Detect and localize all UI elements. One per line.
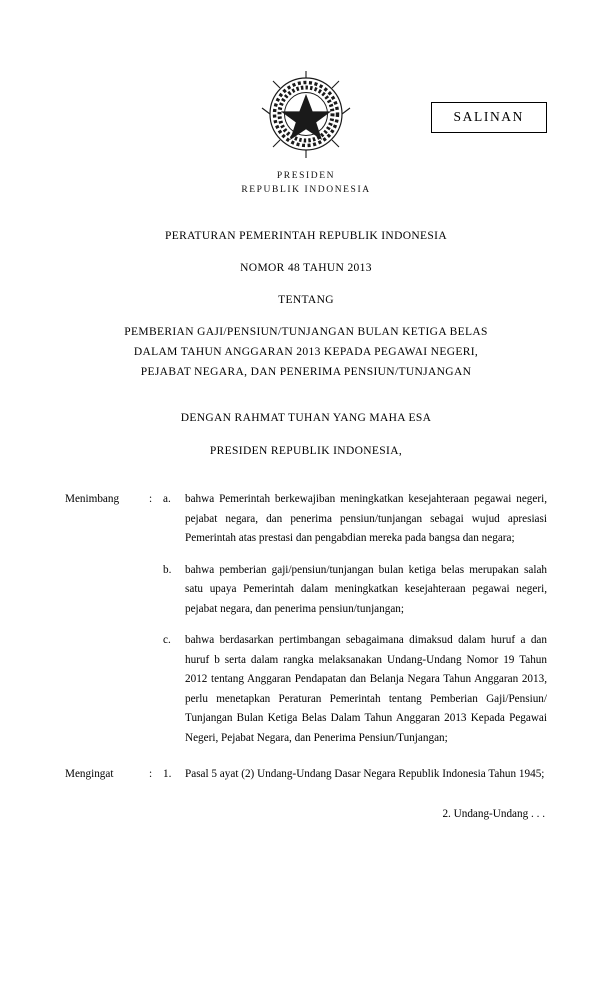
menimbang-item-c bbox=[65, 631, 547, 748]
title-line-3: TENTANG bbox=[278, 294, 334, 306]
mengingat-label: Mengingat bbox=[65, 768, 114, 780]
menimbang-mark-c: c. bbox=[163, 634, 171, 646]
mengingat-item-1 bbox=[65, 765, 547, 785]
invocation-block bbox=[65, 408, 547, 462]
menimbang-item-a bbox=[65, 490, 547, 549]
page-continuation-note: 2. Undang-Undang . . . bbox=[442, 807, 545, 820]
menimbang-text-c: bahwa berdasarkan pertimbangan sebagaimana dimaksud dalam huruf a dan huruf b serta dalam rangka melaksanakan Undang-Undang Nomor 19 Tahun 2012 tentang Anggaran Pendapatan dan Belanja Negara Tahun Anggaran 2013, perlu menetapkan Peraturan Pemerintah tentang Pemberian Gaji/Pensiun/ Tunjangan Bulan Ketiga Belas Dalam Tahun Anggaran 2013 Kepada Pegawai Negeri, Pejabat Negara, dan Penerima Pensiun/Tunjangan; bbox=[185, 634, 547, 744]
document-title-block bbox=[65, 226, 547, 382]
salinan-stamp: SALINAN bbox=[431, 102, 547, 133]
document-header bbox=[65, 60, 547, 195]
invocation-line-2: PRESIDEN REPUBLIK INDONESIA, bbox=[209, 445, 403, 457]
menimbang-text-b: bahwa pemberian gaji/pensiun/tunjangan bulan ketiga belas merupakan salah satu upaya Pemerintah dalam meningkatkan kesejahteraan pegawai negeri, pejabat negara, dan penerima pensiun/tunjangan; bbox=[185, 563, 547, 615]
presiden-line-1: PRESIDEN bbox=[276, 171, 336, 181]
title-line-5: DALAM TAHUN ANGGARAN 2013 KEPADA PEGAWAI NEGERI, bbox=[133, 346, 479, 358]
clause-section bbox=[65, 490, 547, 824]
menimbang-colon: : bbox=[149, 493, 153, 505]
title-line-1: PERATURAN PEMERINTAH REPUBLIK INDONESIA bbox=[164, 230, 448, 242]
title-line-6: PEJABAT NEGARA, DAN PENERIMA PENSIUN/TUNJANGAN bbox=[140, 366, 472, 378]
invocation-line-1: DENGAN RAHMAT TUHAN YANG MAHA ESA bbox=[180, 412, 432, 424]
garuda-pancasila-emblem bbox=[256, 68, 356, 163]
mengingat-colon: : bbox=[149, 768, 153, 780]
presiden-line-2: REPUBLIK INDONESIA bbox=[241, 185, 371, 195]
mengingat-block bbox=[65, 765, 547, 785]
title-line-2: NOMOR 48 TAHUN 2013 bbox=[240, 262, 372, 274]
menimbang-label: Menimbang bbox=[65, 493, 120, 505]
mengingat-text-1: Pasal 5 ayat (2) Undang-Undang Dasar Negara Republik Indonesia Tahun 1945; bbox=[185, 768, 545, 780]
menimbang-item-b bbox=[65, 561, 547, 620]
menimbang-text-a: bahwa Pemerintah berkewajiban meningkatkan kesejahteraan pegawai negeri, pejabat negara, dan penerima pensiun/tunjangan sebagai wujud apresiasi Pemerintah atas prestasi dan pengabdian mereka pada bangsa dan negara; bbox=[185, 493, 547, 544]
mengingat-mark-1: 1. bbox=[163, 768, 172, 780]
title-line-4: PEMBERIAN GAJI/PENSIUN/TUNJANGAN BULAN KETIGA BELAS bbox=[124, 326, 488, 338]
menimbang-mark-a: a. bbox=[163, 493, 171, 505]
menimbang-block bbox=[65, 490, 547, 748]
menimbang-mark-b: b. bbox=[163, 563, 172, 576]
